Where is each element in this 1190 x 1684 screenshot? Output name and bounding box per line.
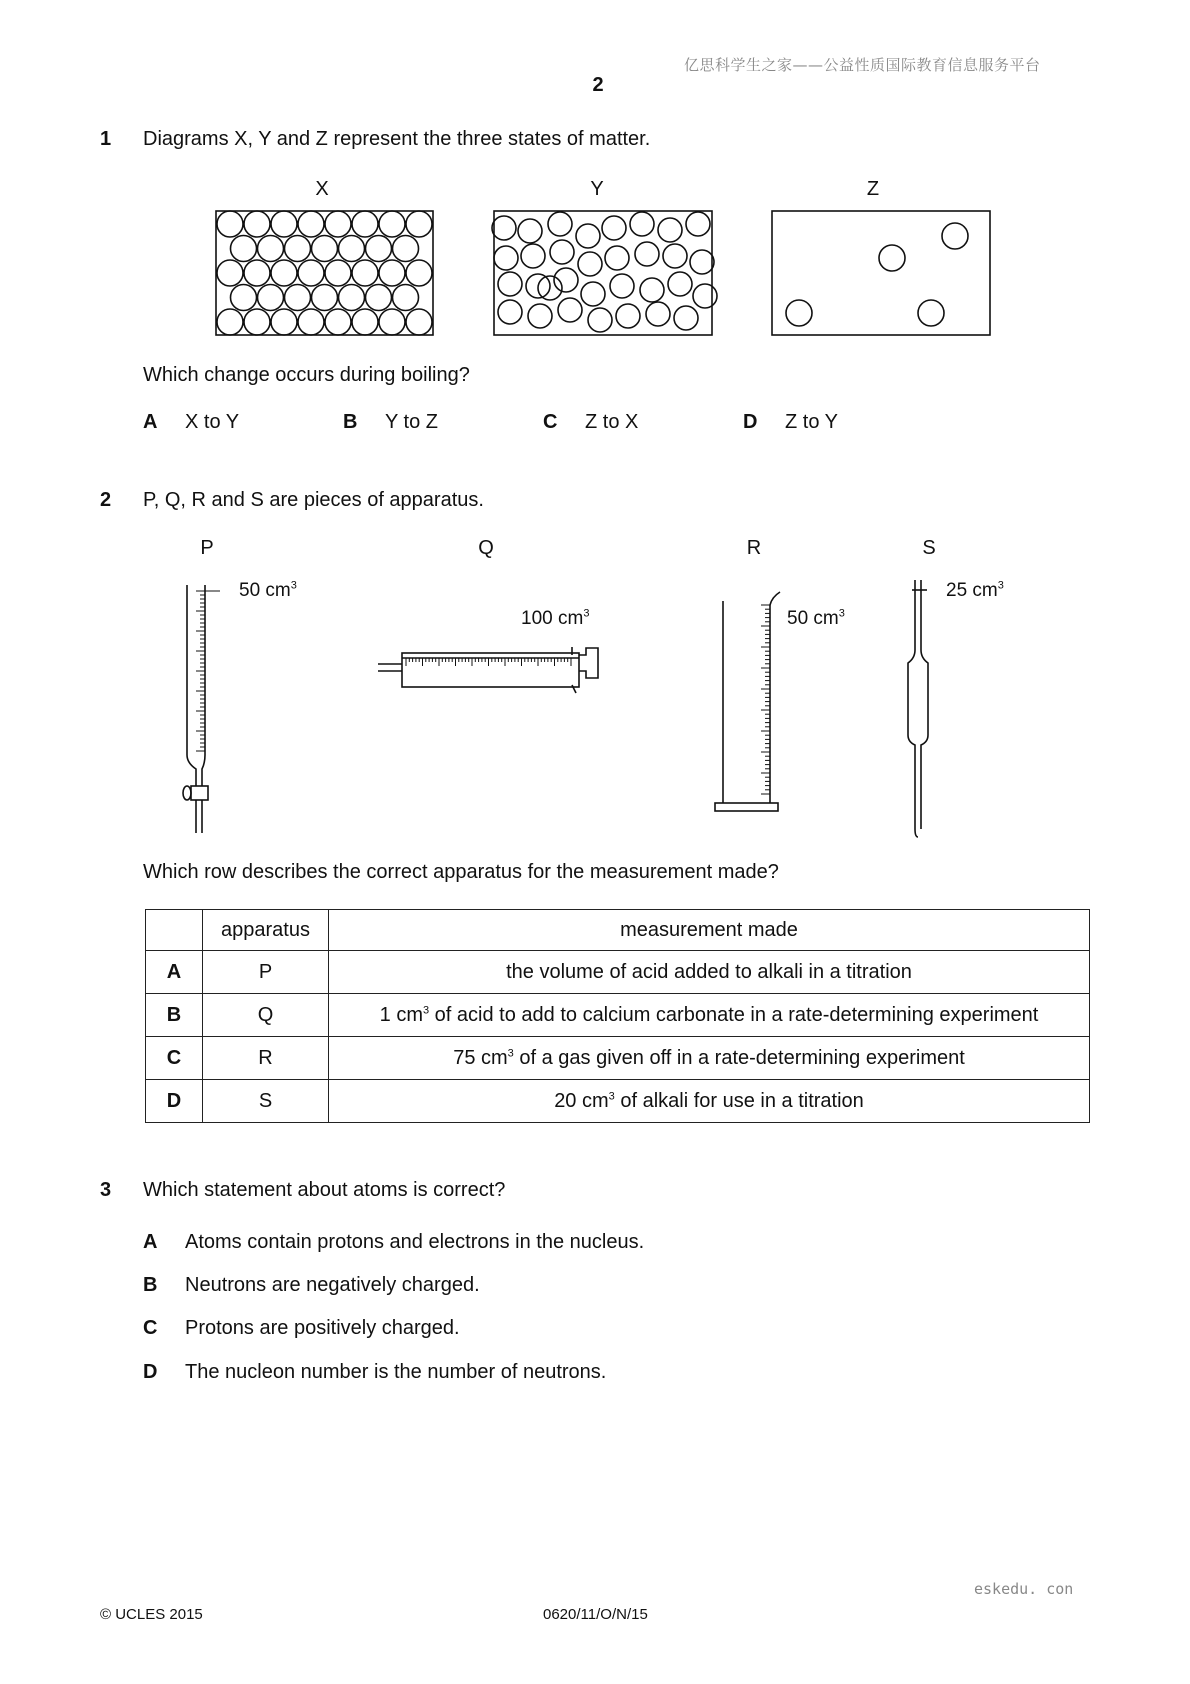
particle	[690, 250, 714, 274]
particle	[879, 245, 905, 271]
row-measurement: the volume of acid added to alkali in a titration	[329, 951, 1090, 994]
particle	[918, 300, 944, 326]
particle	[558, 298, 582, 322]
row-apparatus: Q	[203, 994, 329, 1037]
particle	[366, 285, 392, 311]
particle	[271, 260, 297, 286]
particle	[518, 219, 542, 243]
particle	[528, 304, 552, 328]
cylinder-r-scale-label: 50 $cm^3$	[787, 607, 845, 629]
burette-p-scale-label: 50 $cm^3$	[239, 579, 297, 601]
question-2-number: 2	[100, 489, 112, 511]
particle	[578, 252, 602, 276]
answer-table	[145, 909, 1090, 1123]
particle	[298, 309, 324, 335]
particle	[548, 212, 572, 236]
particle	[258, 236, 284, 262]
footer-copyright: © UCLES 2015	[100, 1606, 203, 1623]
q3-option-a-letter: A	[143, 1231, 158, 1253]
particle	[312, 285, 338, 311]
pipette-s-drawing	[908, 580, 928, 837]
particle	[406, 211, 432, 237]
particle	[942, 223, 968, 249]
particle	[339, 285, 365, 311]
particle	[658, 218, 682, 242]
row-letter: B	[146, 994, 203, 1037]
states-of-matter-diagrams	[210, 206, 994, 342]
table-row[interactable]	[146, 951, 1090, 994]
particle	[616, 304, 640, 328]
q3-option-c-letter: C	[143, 1317, 158, 1339]
diagram-x-solid	[216, 211, 433, 335]
particle	[498, 272, 522, 296]
row-apparatus: P	[203, 951, 329, 994]
q1-option-d-letter: D	[743, 411, 758, 433]
particle	[312, 236, 338, 262]
particle	[258, 285, 284, 311]
row-apparatus: R	[203, 1037, 329, 1080]
apparatus-p-label: P	[200, 537, 214, 559]
apparatus-s-label: S	[922, 537, 936, 559]
particle	[325, 211, 351, 237]
question-3-text: Which statement about atoms is correct?	[143, 1179, 506, 1201]
diagram-z-label: Z	[866, 178, 880, 200]
particle	[298, 211, 324, 237]
answer-table-header-row	[146, 910, 1090, 951]
particle	[630, 212, 654, 236]
measuring-cylinder-r-drawing	[715, 592, 780, 811]
particle	[352, 309, 378, 335]
table-row[interactable]	[146, 1037, 1090, 1080]
particle	[581, 282, 605, 306]
q1-option-d-text[interactable]: Z to Y	[785, 411, 838, 433]
apparatus-diagrams	[150, 575, 1050, 845]
burette-p-drawing	[183, 585, 220, 833]
header-measurement: measurement made	[329, 910, 1090, 951]
q3-option-b-text[interactable]: Neutrons are negatively charged.	[185, 1274, 480, 1296]
question-1-number: 1	[100, 128, 112, 150]
q1-option-c-text[interactable]: Z to X	[585, 411, 639, 433]
pipette-s-scale-label: 25 $cm^3$	[946, 579, 1004, 601]
question-2-prompt: Which row describes the correct apparatus for the measurement made?	[143, 861, 779, 883]
particle	[786, 300, 812, 326]
row-letter: D	[146, 1080, 203, 1123]
box-y	[494, 211, 712, 335]
particle	[492, 216, 516, 240]
particle	[271, 309, 297, 335]
header-blank	[146, 910, 203, 951]
box-z	[772, 211, 990, 335]
header-apparatus: apparatus	[203, 910, 329, 951]
particle	[298, 260, 324, 286]
row-measurement: 20 $cm^3$ of alkali for use in a titration	[329, 1080, 1090, 1123]
syringe-q-scale-label: 100 $cm^3$	[521, 607, 590, 629]
diagram-y-liquid	[492, 211, 717, 335]
particle	[379, 211, 405, 237]
page-number: 2	[592, 74, 604, 96]
row-measurement: 1 $cm^3$ of acid to add to calcium carbonate in a rate-determining experiment	[329, 994, 1090, 1037]
particle	[325, 260, 351, 286]
particle	[244, 309, 270, 335]
particle	[285, 236, 311, 262]
footer-paper-code: 0620/11/O/N/15	[543, 1606, 648, 1623]
table-row[interactable]	[146, 994, 1090, 1037]
particle	[352, 211, 378, 237]
particle	[217, 211, 243, 237]
apparatus-q-label: Q	[478, 537, 494, 559]
row-letter: A	[146, 951, 203, 994]
particle	[244, 260, 270, 286]
q3-option-c-text[interactable]: Protons are positively charged.	[185, 1317, 460, 1339]
diagram-y-label: Y	[590, 178, 604, 200]
particle	[379, 260, 405, 286]
q3-option-a-text[interactable]: Atoms contain protons and electrons in the nucleus.	[185, 1231, 645, 1253]
particle	[339, 236, 365, 262]
diagram-z-gas	[772, 211, 990, 335]
particle	[494, 246, 518, 270]
particle	[588, 308, 612, 332]
particle	[668, 272, 692, 296]
question-2-text: P, Q, R and S are pieces of apparatus.	[143, 489, 484, 511]
particle	[393, 285, 419, 311]
particle	[521, 244, 545, 268]
particle	[406, 260, 432, 286]
q1-option-c-letter: C	[543, 411, 558, 433]
row-measurement: 75 $cm^3$ of a gas given off in a rate-determining experiment	[329, 1037, 1090, 1080]
particle	[576, 224, 600, 248]
site-watermark: eskedu. con	[974, 1580, 1074, 1598]
question-1-prompt: Which change occurs during boiling?	[143, 364, 470, 386]
q3-option-d-text[interactable]: The nucleon number is the number of neutrons.	[185, 1361, 607, 1383]
question-1-text: Diagrams X, Y and Z represent the three states of matter.	[143, 128, 651, 150]
q1-option-b-letter: B	[343, 411, 358, 433]
particle	[498, 300, 522, 324]
particle	[674, 306, 698, 330]
q3-option-b-letter: B	[143, 1274, 158, 1296]
particle	[663, 244, 687, 268]
particle	[325, 309, 351, 335]
question-3-number: 3	[100, 1179, 112, 1201]
syringe-q-drawing	[378, 647, 598, 693]
particle	[217, 309, 243, 335]
q1-option-a-text[interactable]: X to Y	[185, 411, 240, 433]
particle	[550, 240, 574, 264]
particle	[231, 236, 257, 262]
q1-option-b-text[interactable]: Y to Z	[385, 411, 438, 433]
q3-option-d-letter: D	[143, 1361, 158, 1383]
row-apparatus: S	[203, 1080, 329, 1123]
diagram-x-label: X	[315, 178, 329, 200]
particle	[635, 242, 659, 266]
particle	[244, 211, 270, 237]
particle	[352, 260, 378, 286]
particle	[393, 236, 419, 262]
apparatus-r-label: R	[746, 537, 762, 559]
row-letter: C	[146, 1037, 203, 1080]
particle	[406, 309, 432, 335]
particle	[379, 309, 405, 335]
watermark-text: 亿思科学生之家——公益性质国际教育信息服务平台	[684, 56, 1041, 74]
particle	[640, 278, 664, 302]
particle	[605, 246, 629, 270]
particle	[686, 212, 710, 236]
table-row[interactable]	[146, 1080, 1090, 1123]
particle	[554, 268, 578, 292]
particle	[217, 260, 243, 286]
particle	[366, 236, 392, 262]
particle	[602, 216, 626, 240]
particle	[231, 285, 257, 311]
particle	[646, 302, 670, 326]
particle	[693, 284, 717, 308]
particle	[610, 274, 634, 298]
particle	[271, 211, 297, 237]
q1-option-a-letter: A	[143, 411, 158, 433]
particle	[285, 285, 311, 311]
